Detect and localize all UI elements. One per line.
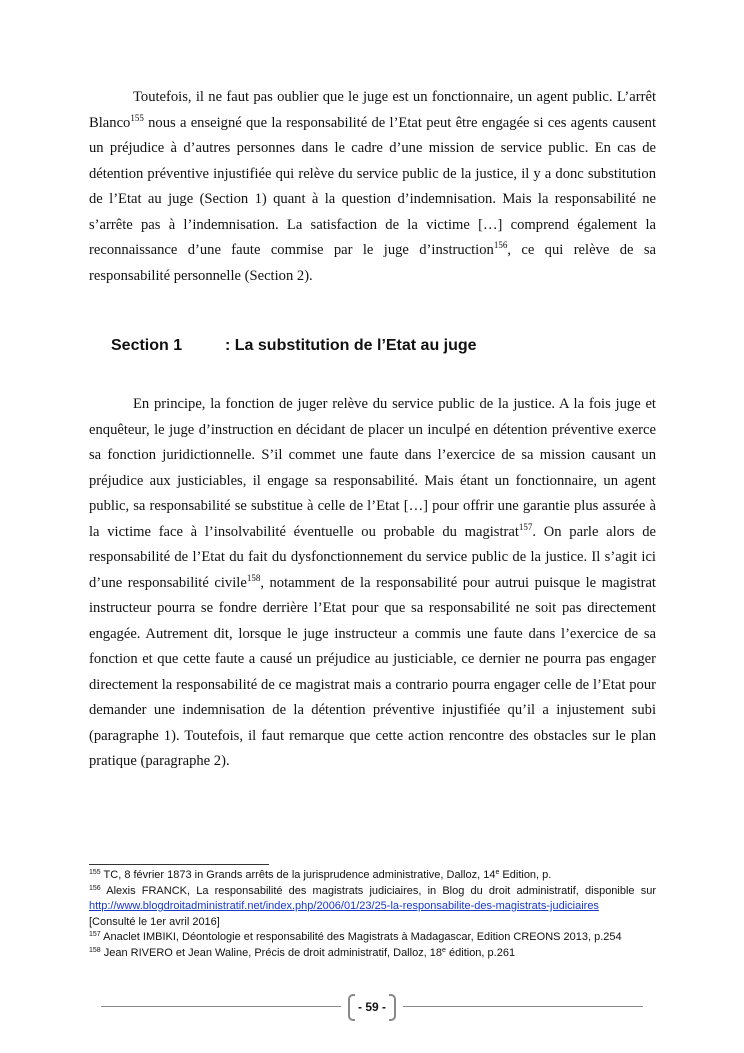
footnote-ref-157[interactable]: 157 xyxy=(518,521,533,532)
footnote-155: $^{155}$ TC, 8 février 1873 in Grands arrêts de la jurisprudence administrative, Dalloz, 14e Edition, p. xyxy=(89,869,552,881)
page-number-text: - 59 - xyxy=(357,999,386,1014)
section-label: Section 1 xyxy=(111,337,183,354)
footnote-ref-156[interactable]: 156 xyxy=(493,240,508,250)
footnote-158: $^{158}$ Jean RIVERO et Jean Waline, Précis de droit administratif, Dalloz, 18e édition, p.261 xyxy=(89,946,516,959)
footnote-ref-158[interactable]: 158 xyxy=(246,572,261,583)
bracket-left-icon xyxy=(348,994,355,1021)
footnote-156-link[interactable]: http://www.blogdroitadministratif.net/index.php/2006/01/23/25-la-responsabilite-des-magistrats-judiciaires xyxy=(89,900,599,912)
page-footer-rule-right xyxy=(403,1006,643,1007)
page-number xyxy=(348,994,396,1019)
section-title: : La substitution de l’Etat au juge xyxy=(225,337,477,354)
footnote-157: $^{157}$ Anaclet IMBIKI, Déontologie et responsabilité des Magistrats à Madagascar, Edition CREONS 2013, p.254 xyxy=(89,931,622,943)
body-paragraph-1: Toutefois, il ne faut pas oublier que le juge est un fonctionnaire, un agent public. L’arrêt Blanco$^{155}$ nous a enseigné que la responsabilité de l’Etat peut être engagée si ces agents causent un préjudice à d’autres personnes dans le cadre d’une mission de service public. En cas de détention préventive injustifiée qui relève du service public de la justice, il y a donc substitution de l’Etat au juge (Section 1) quant à la question d’indemnisation. Mais la responsabilité ne s’arrête pas à l’indemnisation. La satisfaction de la victime […] comprend également la reconnaissance d’une faute commise par le juge d’instruction$^{156}$, ce qui relève de sa responsabilité personnelle (Section 2). xyxy=(89,89,656,284)
footnote-separator xyxy=(89,864,269,865)
page-footer-rule-left xyxy=(101,1006,341,1007)
footnotes xyxy=(89,868,656,961)
body-paragraph-2: En principe, la fonction de juger relève du service public de la justice. A la fois juge et enquêteur, le juge d’instruction en décidant de placer un inculpé en détention préventive exerce sa fonction juridictionnelle. S’il commet une faute dans l’exercice de sa mission causant un préjudice aux justiciables, il engage sa responsabilité. Mais étant un fonctionnaire, un agent public, sa responsabilité se substitue à celle de l’Etat […] pour offrir une garantie plus assurée à la victime face à l’insolvabilité éventuelle ou probable du magistrat$^{157}$. On parle alors de responsabilité de l’Etat du fait du dysfonctionnement du service public de la justice. Il s’agit ici d’une responsabilité civile$^{158}$, notamment de la responsabilité pour autrui puisque le magistrat instructeur pourra se fondre derrière l’Etat pour que sa responsabilité ne soit pas directement engagée. Autrement dit, lorsque le juge instructeur a commis une faute dans l’exercice de sa fonction et que cette faute a causé un préjudice au justiciable, ce dernier ne pourra pas engager directement la responsabilité de ce magistrat mais a contrario pourra engager celle de l’Etat pour demander une indemnisation de la détention préventive injustifiée qu’il a injustement subi (paragraphe 1). Toutefois, il faut remarque que cette action rencontre des obstacles sur le plan pratique (paragraphe 2). xyxy=(89,396,657,769)
footnote-156: $^{156}$ Alexis FRANCK, La responsabilité des magistrats judiciaires, in Blog du droit administratif, disponible sur http://www.blogdroitadministratif.net/index.php/2006/01/23/25-la-responsabilite-des-magistrats-judiciaires [Consulté le 1er avril 2016] xyxy=(89,884,656,928)
bracket-right-icon xyxy=(389,994,396,1021)
section-heading xyxy=(111,337,477,355)
footnote-ref-155[interactable]: 155 xyxy=(130,112,144,123)
